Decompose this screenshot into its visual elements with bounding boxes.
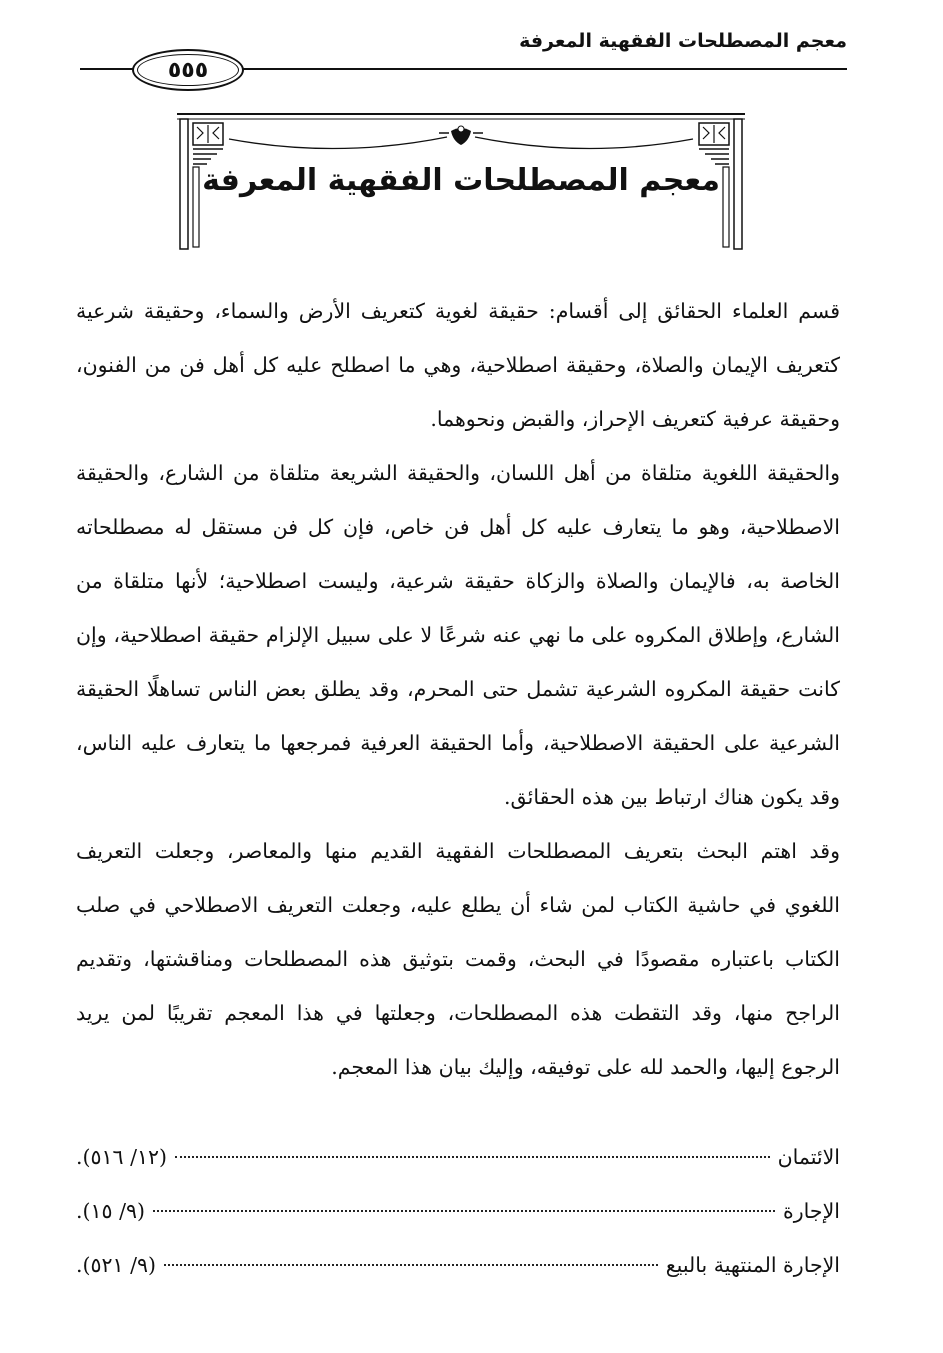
- body-text: [76, 284, 840, 1094]
- index-term: الائتمان: [777, 1145, 840, 1169]
- dot-leader: [175, 1156, 770, 1158]
- index-reference: (٩/ ٥٢١).: [76, 1253, 157, 1277]
- paragraph: والحقيقة اللغوية متلقاة من أهل اللسان، والحقيقة الشريعة متلقاة من الشارع، والحقيقة الاصطلاحية، وهو ما يتعارف عليه كل أهل فن خاص، فإن كل فن مستقل له مصطلحاته الخاصة به، فالإيمان والصلاة والزكاة حقيقة شرعية، وليست اصطلاحية؛ لأنها متلقاة من الشارع، وإطلاق المكروه على ما نهي عنه شرعًا لا على سبيل الإلزام حقيقة اصطلاحية، وإن كانت حقيقة المكروه الشرعية تشمل حتى المحرم، وقد يطلق بعض الناس تساهلًا الحقيقة الشرعية على الحقيقة الاصطلاحية، وأما الحقيقة العرفية فمرجعها ما يتعارف عليه الناس، وقد يكون هناك ارتباط بين هذه الحقائق.: [76, 461, 841, 809]
- index-reference: (٩/ ١٥).: [76, 1199, 145, 1223]
- index-entry: [76, 1184, 840, 1238]
- paragraph: وقد اهتم البحث بتعريف المصطلحات الفقهية القديم منها والمعاصر، وجعلت التعريف اللغوي في حاشية الكتاب لمن شاء أن يطلع عليه، وجعلت التعريف الاصطلاحي في صلب الكتاب باعتباره مقصودًا في البحث، وقمت بتوثيق هذه المصطلحات ومناقشتها، وتقديم الراجح منها، وقد التقطت هذه المصطلحات، وجعلتها في هذا المعجم تقريبًا لمن يريد الرجوع إليها، والحمد لله على توفيقه، وإليك بيان هذا المعجم.: [76, 839, 840, 1079]
- index-term: الإجارة: [783, 1199, 840, 1223]
- dot-leader: [153, 1210, 775, 1212]
- chapter-title: معجم المصطلحات الفقهية المعرفة: [202, 163, 720, 198]
- index-entry: [76, 1130, 840, 1184]
- paragraph: قسم العلماء الحقائق إلى أقسام: حقيقة لغوية كتعريف الأرض والسماء، وحقيقة شرعية كتعريف الإيمان والصلاة، وحقيقة اصطلاحية، وهي ما اصطلح عليه كل أهل فن من الفنون، وحقيقة عرفية كتعريف الإحراز، والقبض ونحوهما.: [76, 299, 840, 431]
- index-reference: (١٢/ ٥١٦).: [76, 1145, 168, 1169]
- index-term: الإجارة المنتهية بالبيع: [665, 1253, 840, 1277]
- index-list: [76, 1130, 840, 1292]
- page-number-oval: [132, 49, 244, 91]
- chapter-title-frame: [177, 111, 745, 253]
- running-header: [80, 22, 847, 92]
- running-title: معجم المصطلحات الفقهية المعرفة: [519, 30, 847, 52]
- dot-leader: [164, 1264, 658, 1266]
- index-entry: [76, 1238, 840, 1292]
- page-number: ٥٥٥: [167, 57, 209, 83]
